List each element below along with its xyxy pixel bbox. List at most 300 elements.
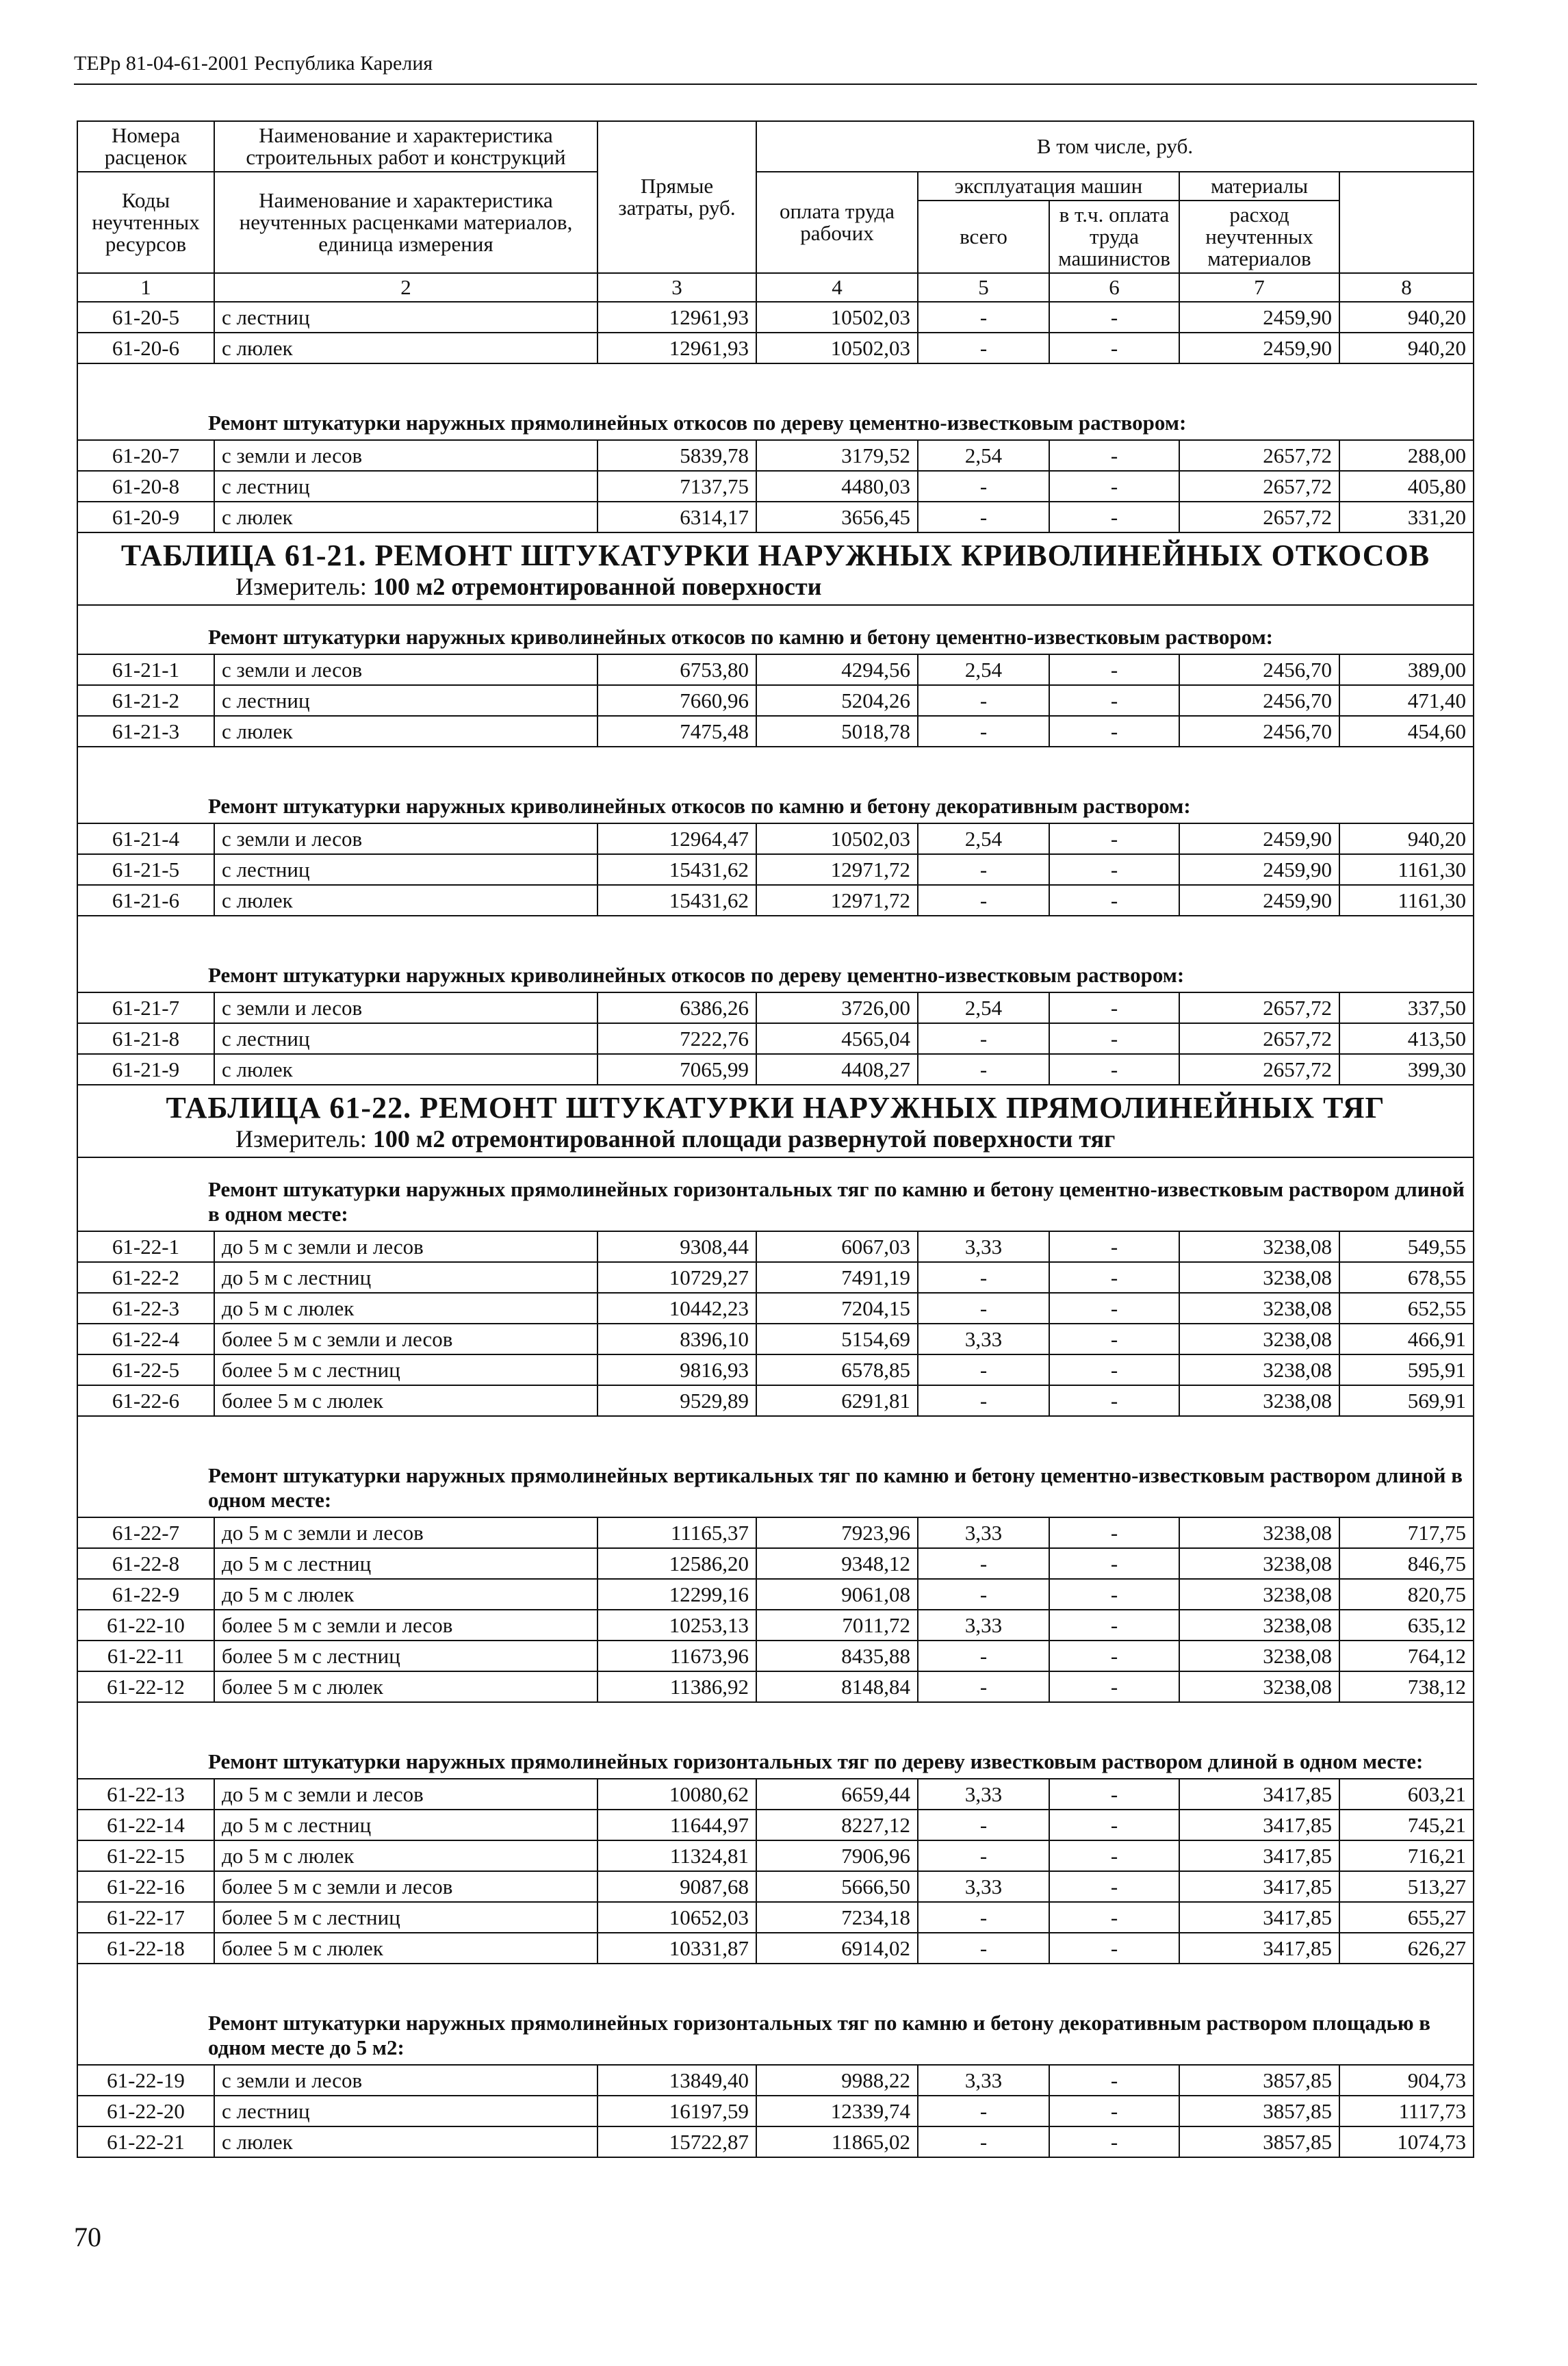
table-cell: - [1049,1262,1179,1293]
table-cell: 626,27 [1339,1933,1474,1964]
table-cell: 61-20-7 [77,440,214,471]
col-head-machines: эксплуатация машин [918,172,1179,201]
table-cell: 9087,68 [597,1871,756,1902]
table-cell: 655,27 [1339,1902,1474,1933]
table-cell: 6314,17 [597,502,756,532]
header-rule [74,83,1477,85]
section-heading: Ремонт штукатурки наружных криволинейных откосов по дереву цементно-известковым раствором: [77,956,1474,992]
table-cell: с лестниц [214,854,597,885]
table-cell: - [1049,471,1179,502]
table-cell: 6578,85 [756,1354,918,1385]
table-cell: - [1049,2096,1179,2126]
table-title: ТАБЛИЦА 61-21. РЕМОНТ ШТУКАТУРКИ НАРУЖНЫХ КРИВОЛИНЕЙНЫХ ОТКОСОВ [120,539,1430,572]
table-cell: 2657,72 [1179,1054,1339,1085]
table-cell: более 5 м с земли и лесов [214,1610,597,1641]
table-cell: 3417,85 [1179,1779,1339,1810]
table-cell: 6659,44 [756,1779,918,1810]
table-cell: - [1049,1871,1179,1902]
table-cell: с люлек [214,2126,597,2157]
measure-label: Измеритель: [235,573,367,600]
col-head-materials-sub: расход неучтенных материалов [1179,201,1339,273]
table-cell: 61-22-9 [77,1579,214,1610]
table-cell: 15722,87 [597,2126,756,2157]
table-cell: 2459,90 [1179,302,1339,333]
table-cell: 3726,00 [756,992,918,1023]
table-cell: - [1049,1354,1179,1385]
table-cell: 61-22-7 [77,1517,214,1548]
section-heading-row [77,787,1474,823]
col-head-total: всего [918,201,1049,273]
col-head-name2: Наименование и характеристика неучтенных расценками материалов, единица измерения [214,172,597,273]
table-cell: 11165,37 [597,1517,756,1548]
table-row [77,1231,1474,1262]
table-cell: - [1049,1385,1179,1416]
table-cell: 3238,08 [1179,1671,1339,1702]
table-row [77,1548,1474,1579]
table-cell: 2,54 [918,823,1049,854]
table-cell: более 5 м с земли и лесов [214,1324,597,1354]
table-cell: 61-20-5 [77,302,214,333]
section-heading-row [77,956,1474,992]
table-cell: 595,91 [1339,1354,1474,1385]
table-cell: 2456,70 [1179,685,1339,716]
col-head-operators: в т.ч. оплата труда машинистов [1049,201,1179,273]
table-cell: - [918,1354,1049,1385]
table-cell: 1117,73 [1339,2096,1474,2126]
table-cell: 6067,03 [756,1231,918,1262]
table-cell: более 5 м с люлек [214,1671,597,1702]
table-cell: 7660,96 [597,685,756,716]
table-cell: 61-21-1 [77,654,214,685]
table-cell: с земли и лесов [214,440,597,471]
table-row [77,440,1474,471]
table-cell: 61-22-6 [77,1385,214,1416]
table-cell: 716,21 [1339,1840,1474,1871]
table-cell: 10729,27 [597,1262,756,1293]
section-heading-row [77,2004,1474,2065]
table-cell: более 5 м с люлек [214,1933,597,1964]
section-heading: Ремонт штукатурки наружных прямолинейных вертикальных тяг по камню и бетону цементно-известковым раствором длиной в одном месте: [77,1456,1474,1517]
table-cell: 3,33 [918,1231,1049,1262]
table-cell: до 5 м с люлек [214,1579,597,1610]
table-cell: 61-22-14 [77,1810,214,1840]
col-num-7: 7 [1179,273,1339,302]
table-cell: с люлек [214,333,597,363]
table-cell: 61-22-19 [77,2065,214,2096]
table-cell: - [918,1023,1049,1054]
section-spacer [77,363,1474,404]
table-cell: 10080,62 [597,1779,756,1810]
table-cell: - [1049,1641,1179,1671]
table-cell: 3417,85 [1179,1840,1339,1871]
table-cell: 7491,19 [756,1262,918,1293]
table-cell: 904,73 [1339,2065,1474,2096]
table-cell: 7222,76 [597,1023,756,1054]
table-cell: с люлек [214,1054,597,1085]
section-spacer [77,1964,1474,2004]
table-cell: 61-22-12 [77,1671,214,1702]
table-row [77,302,1474,333]
table-cell: 5666,50 [756,1871,918,1902]
table-cell: 7475,48 [597,716,756,747]
table-cell: 61-21-7 [77,992,214,1023]
table-cell: 61-22-20 [77,2096,214,2126]
table-cell: 678,55 [1339,1262,1474,1293]
table-cell: 10652,03 [597,1902,756,1933]
table-cell: 569,91 [1339,1385,1474,1416]
table-cell: 61-21-9 [77,1054,214,1085]
table-cell: 846,75 [1339,1548,1474,1579]
table-cell: - [918,685,1049,716]
table-cell: 16197,59 [597,2096,756,2126]
table-cell: - [918,1548,1049,1579]
table-cell: 61-22-5 [77,1354,214,1385]
table-cell: 764,12 [1339,1641,1474,1671]
col-num-6: 6 [1049,273,1179,302]
measure-row [77,1125,1474,1157]
table-cell: 6386,26 [597,992,756,1023]
table-cell: с лестниц [214,2096,597,2126]
table-cell: 1074,73 [1339,2126,1474,2157]
table-row [77,823,1474,854]
table-cell: 7234,18 [756,1902,918,1933]
table-cell: 4408,27 [756,1054,918,1085]
table-row [77,885,1474,916]
table-cell: 820,75 [1339,1579,1474,1610]
col-num-8: 8 [1339,273,1474,302]
table-cell: 8396,10 [597,1324,756,1354]
table-cell: 471,40 [1339,685,1474,716]
table-cell: - [1049,440,1179,471]
table-cell: - [1049,1902,1179,1933]
table-cell: 61-22-15 [77,1840,214,1871]
table-cell: 3,33 [918,1779,1049,1810]
table-cell: 2,54 [918,654,1049,685]
table-cell: 1161,30 [1339,885,1474,916]
table-cell: 3,33 [918,1610,1049,1641]
table-cell: с лестниц [214,302,597,333]
table-cell: - [1049,823,1179,854]
table-row [77,1671,1474,1702]
measure-row [77,573,1474,605]
section-heading-row [77,1743,1474,1779]
table-cell: 7906,96 [756,1840,918,1871]
table-cell: 3238,08 [1179,1324,1339,1354]
section-heading: Ремонт штукатурки наружных прямолинейных горизонтальных тяг по дереву известковым раствором длиной в одном месте: [77,1743,1474,1779]
col-num-3: 3 [597,273,756,302]
table-cell: - [918,1933,1049,1964]
table-cell: 2657,72 [1179,440,1339,471]
table-cell: 738,12 [1339,1671,1474,1702]
table-cell: 61-20-6 [77,333,214,363]
table-row [77,502,1474,532]
table-cell: 10442,23 [597,1293,756,1324]
table-row [77,654,1474,685]
page-number: 70 [74,2222,101,2252]
table-cell: 61-21-3 [77,716,214,747]
table-row [77,1779,1474,1810]
table-cell: 2657,72 [1179,502,1339,532]
section-heading: Ремонт штукатурки наружных прямолинейных откосов по дереву цементно-известковым раствором: [77,404,1474,440]
table-row [77,1810,1474,1840]
table-cell: 61-21-4 [77,823,214,854]
table-cell: 12586,20 [597,1548,756,1579]
table-row [77,1902,1474,1933]
table-cell: 61-22-10 [77,1610,214,1641]
table-cell: 288,00 [1339,440,1474,471]
table-cell: - [1049,502,1179,532]
table-cell: 11644,97 [597,1810,756,1840]
rates-table [77,120,1474,2158]
table-cell: 10502,03 [756,302,918,333]
table-cell: 7204,15 [756,1293,918,1324]
table-cell: 405,80 [1339,471,1474,502]
table-cell: 337,50 [1339,992,1474,1023]
table-cell: - [918,2096,1049,2126]
table-row [77,992,1474,1023]
table-cell: - [918,333,1049,363]
table-cell: 549,55 [1339,1231,1474,1262]
section-heading-row [77,1456,1474,1517]
table-cell: до 5 м с лестниц [214,1262,597,1293]
table-cell: 9988,22 [756,2065,918,2096]
table-cell: с лестниц [214,1023,597,1054]
table-cell: - [1049,1054,1179,1085]
table-cell: 2459,90 [1179,854,1339,885]
table-cell: 10253,13 [597,1610,756,1641]
col-num-1: 1 [77,273,214,302]
table-cell: 5154,69 [756,1324,918,1354]
table-cell: 11386,92 [597,1671,756,1702]
table-cell: - [918,1054,1049,1085]
table-cell: - [1049,1548,1179,1579]
table-cell: до 5 м с лестниц [214,1548,597,1579]
table-row [77,2126,1474,2157]
table-cell: 12961,93 [597,333,756,363]
col-num-2: 2 [214,273,597,302]
table-cell: 3238,08 [1179,1579,1339,1610]
table-cell: 3,33 [918,1517,1049,1548]
table-cell: - [1049,1231,1179,1262]
table-cell: 12961,93 [597,302,756,333]
table-cell: - [1049,992,1179,1023]
table-cell: 331,20 [1339,502,1474,532]
table-cell: - [1049,1579,1179,1610]
table-cell: 15431,62 [597,854,756,885]
table-cell: 717,75 [1339,1517,1474,1548]
table-cell: 3238,08 [1179,1610,1339,1641]
table-cell: 12299,16 [597,1579,756,1610]
col-head-labor: оплата труда рабочих [756,172,918,273]
table-cell: более 5 м с лестниц [214,1354,597,1385]
table-cell: 3417,85 [1179,1810,1339,1840]
rates-table-body [77,121,1474,2157]
table-row [77,1871,1474,1902]
table-cell: 652,55 [1339,1293,1474,1324]
table-cell: 8435,88 [756,1641,918,1671]
table-cell: 2459,90 [1179,823,1339,854]
table-cell: до 5 м с лестниц [214,1810,597,1840]
section-heading-row [77,605,1474,654]
table-cell: - [918,1262,1049,1293]
section-heading: Ремонт штукатурки наружных прямолинейных горизонтальных тяг по камню и бетону декоративным раствором площадью в одном месте до 5 м2: [77,2004,1474,2065]
col-head-direct: Прямые затраты, руб. [597,121,756,273]
table-cell: 3857,85 [1179,2096,1339,2126]
table-cell: - [1049,1324,1179,1354]
table-row [77,1579,1474,1610]
table-cell: 389,00 [1339,654,1474,685]
table-row [77,471,1474,502]
table-title: ТАБЛИЦА 61-22. РЕМОНТ ШТУКАТУРКИ НАРУЖНЫХ ПРЯМОЛИНЕЙНЫХ ТЯГ [166,1091,1385,1124]
table-cell: 9308,44 [597,1231,756,1262]
table-cell: - [1049,1610,1179,1641]
table-cell: с люлек [214,716,597,747]
table-cell: - [918,1641,1049,1671]
table-row [77,1641,1474,1671]
table-cell: 940,20 [1339,302,1474,333]
table-cell: - [1049,1023,1179,1054]
table-cell: 8148,84 [756,1671,918,1702]
table-cell: 61-22-17 [77,1902,214,1933]
col-head-incl: В том числе, руб. [756,121,1474,172]
table-cell: 6914,02 [756,1933,918,1964]
table-cell: - [1049,1671,1179,1702]
section-heading: Ремонт штукатурки наружных прямолинейных горизонтальных тяг по камню и бетону цементно-известковым раствором длиной в одном месте: [77,1157,1474,1231]
table-cell: 2456,70 [1179,654,1339,685]
table-cell: 61-20-8 [77,471,214,502]
table-cell: 3238,08 [1179,1354,1339,1385]
section-heading-row [77,404,1474,440]
table-cell: 3,33 [918,1324,1049,1354]
section-spacer [77,916,1474,956]
table-cell: 3656,45 [756,502,918,532]
table-cell: с люлек [214,885,597,916]
table-cell: - [918,1385,1049,1416]
table-cell: 11673,96 [597,1641,756,1671]
table-cell: с земли и лесов [214,823,597,854]
column-header-row-1 [77,121,1474,172]
table-row [77,716,1474,747]
table-cell: - [918,716,1049,747]
table-cell: до 5 м с земли и лесов [214,1231,597,1262]
table-cell: 2456,70 [1179,716,1339,747]
table-cell: 940,20 [1339,823,1474,854]
table-cell: с земли и лесов [214,992,597,1023]
table-cell: 61-21-5 [77,854,214,885]
table-cell: 10331,87 [597,1933,756,1964]
table-cell: 12971,72 [756,885,918,916]
table-cell: - [918,1902,1049,1933]
table-cell: 11324,81 [597,1840,756,1871]
table-cell: 3238,08 [1179,1641,1339,1671]
table-cell: 3238,08 [1179,1231,1339,1262]
table-cell: - [1049,654,1179,685]
table-cell: 11865,02 [756,2126,918,2157]
col-head-name: Наименование и характеристика строительных работ и конструкций [214,121,597,172]
table-cell: 3,33 [918,2065,1049,2096]
table-title-row [77,1085,1474,1125]
table-cell: 61-22-4 [77,1324,214,1354]
table-cell: - [918,302,1049,333]
table-cell: 3238,08 [1179,1517,1339,1548]
table-cell: 15431,62 [597,885,756,916]
table-cell: 61-21-2 [77,685,214,716]
column-header-row-2 [77,172,1474,201]
table-row [77,2096,1474,2126]
table-cell: - [918,1671,1049,1702]
table-cell: - [1049,1293,1179,1324]
table-cell: более 5 м с лестниц [214,1902,597,1933]
table-cell: 2657,72 [1179,1023,1339,1054]
table-cell: 61-21-8 [77,1023,214,1054]
section-heading: Ремонт штукатурки наружных криволинейных откосов по камню и бетону цементно-известковым раствором: [77,605,1474,654]
table-cell: 2459,90 [1179,333,1339,363]
table-cell: - [1049,2126,1179,2157]
table-cell: - [1049,685,1179,716]
table-cell: - [918,854,1049,885]
table-cell: 7137,75 [597,471,756,502]
table-cell: до 5 м с люлек [214,1840,597,1871]
table-cell: 10502,03 [756,333,918,363]
table-cell: 13849,40 [597,2065,756,2096]
table-cell: - [1049,1933,1179,1964]
table-row [77,333,1474,363]
col-head-materials: материалы [1179,172,1339,201]
table-cell: 4294,56 [756,654,918,685]
table-row [77,1385,1474,1416]
table-cell: 2657,72 [1179,471,1339,502]
table-row [77,1262,1474,1293]
table-cell: 9529,89 [597,1385,756,1416]
table-cell: 2,54 [918,440,1049,471]
table-cell: 3417,85 [1179,1902,1339,1933]
table-cell: 4565,04 [756,1023,918,1054]
table-row [77,1840,1474,1871]
table-cell: более 5 м с земли и лесов [214,1871,597,1902]
table-cell: 2657,72 [1179,992,1339,1023]
table-cell: 3857,85 [1179,2065,1339,2096]
table-cell: 3179,52 [756,440,918,471]
table-cell: - [1049,854,1179,885]
table-cell: 61-22-21 [77,2126,214,2157]
measure-value: 100 м2 отремонтированной поверхности [372,573,822,600]
table-cell: 9061,08 [756,1579,918,1610]
measure-value: 100 м2 отремонтированной площади развернутой поверхности тяг [372,1125,1116,1153]
measure-label: Измеритель: [235,1125,367,1153]
table-cell: 466,91 [1339,1324,1474,1354]
table-cell: - [1049,1779,1179,1810]
table-cell: 3238,08 [1179,1293,1339,1324]
table-cell: - [918,1810,1049,1840]
table-cell: 513,27 [1339,1871,1474,1902]
table-cell: 61-22-1 [77,1231,214,1262]
table-cell: 3417,85 [1179,1933,1339,1964]
table-cell: 7923,96 [756,1517,918,1548]
table-cell: 61-22-8 [77,1548,214,1579]
table-cell: 3238,08 [1179,1262,1339,1293]
table-title-row [77,532,1474,573]
table-row [77,1354,1474,1385]
table-cell: - [918,471,1049,502]
table-cell: - [918,502,1049,532]
table-cell: 4480,03 [756,471,918,502]
table-cell: - [1049,302,1179,333]
table-cell: - [918,1579,1049,1610]
table-row [77,1517,1474,1548]
table-cell: 399,30 [1339,1054,1474,1085]
section-spacer [77,1416,1474,1456]
table-cell: - [1049,1517,1179,1548]
